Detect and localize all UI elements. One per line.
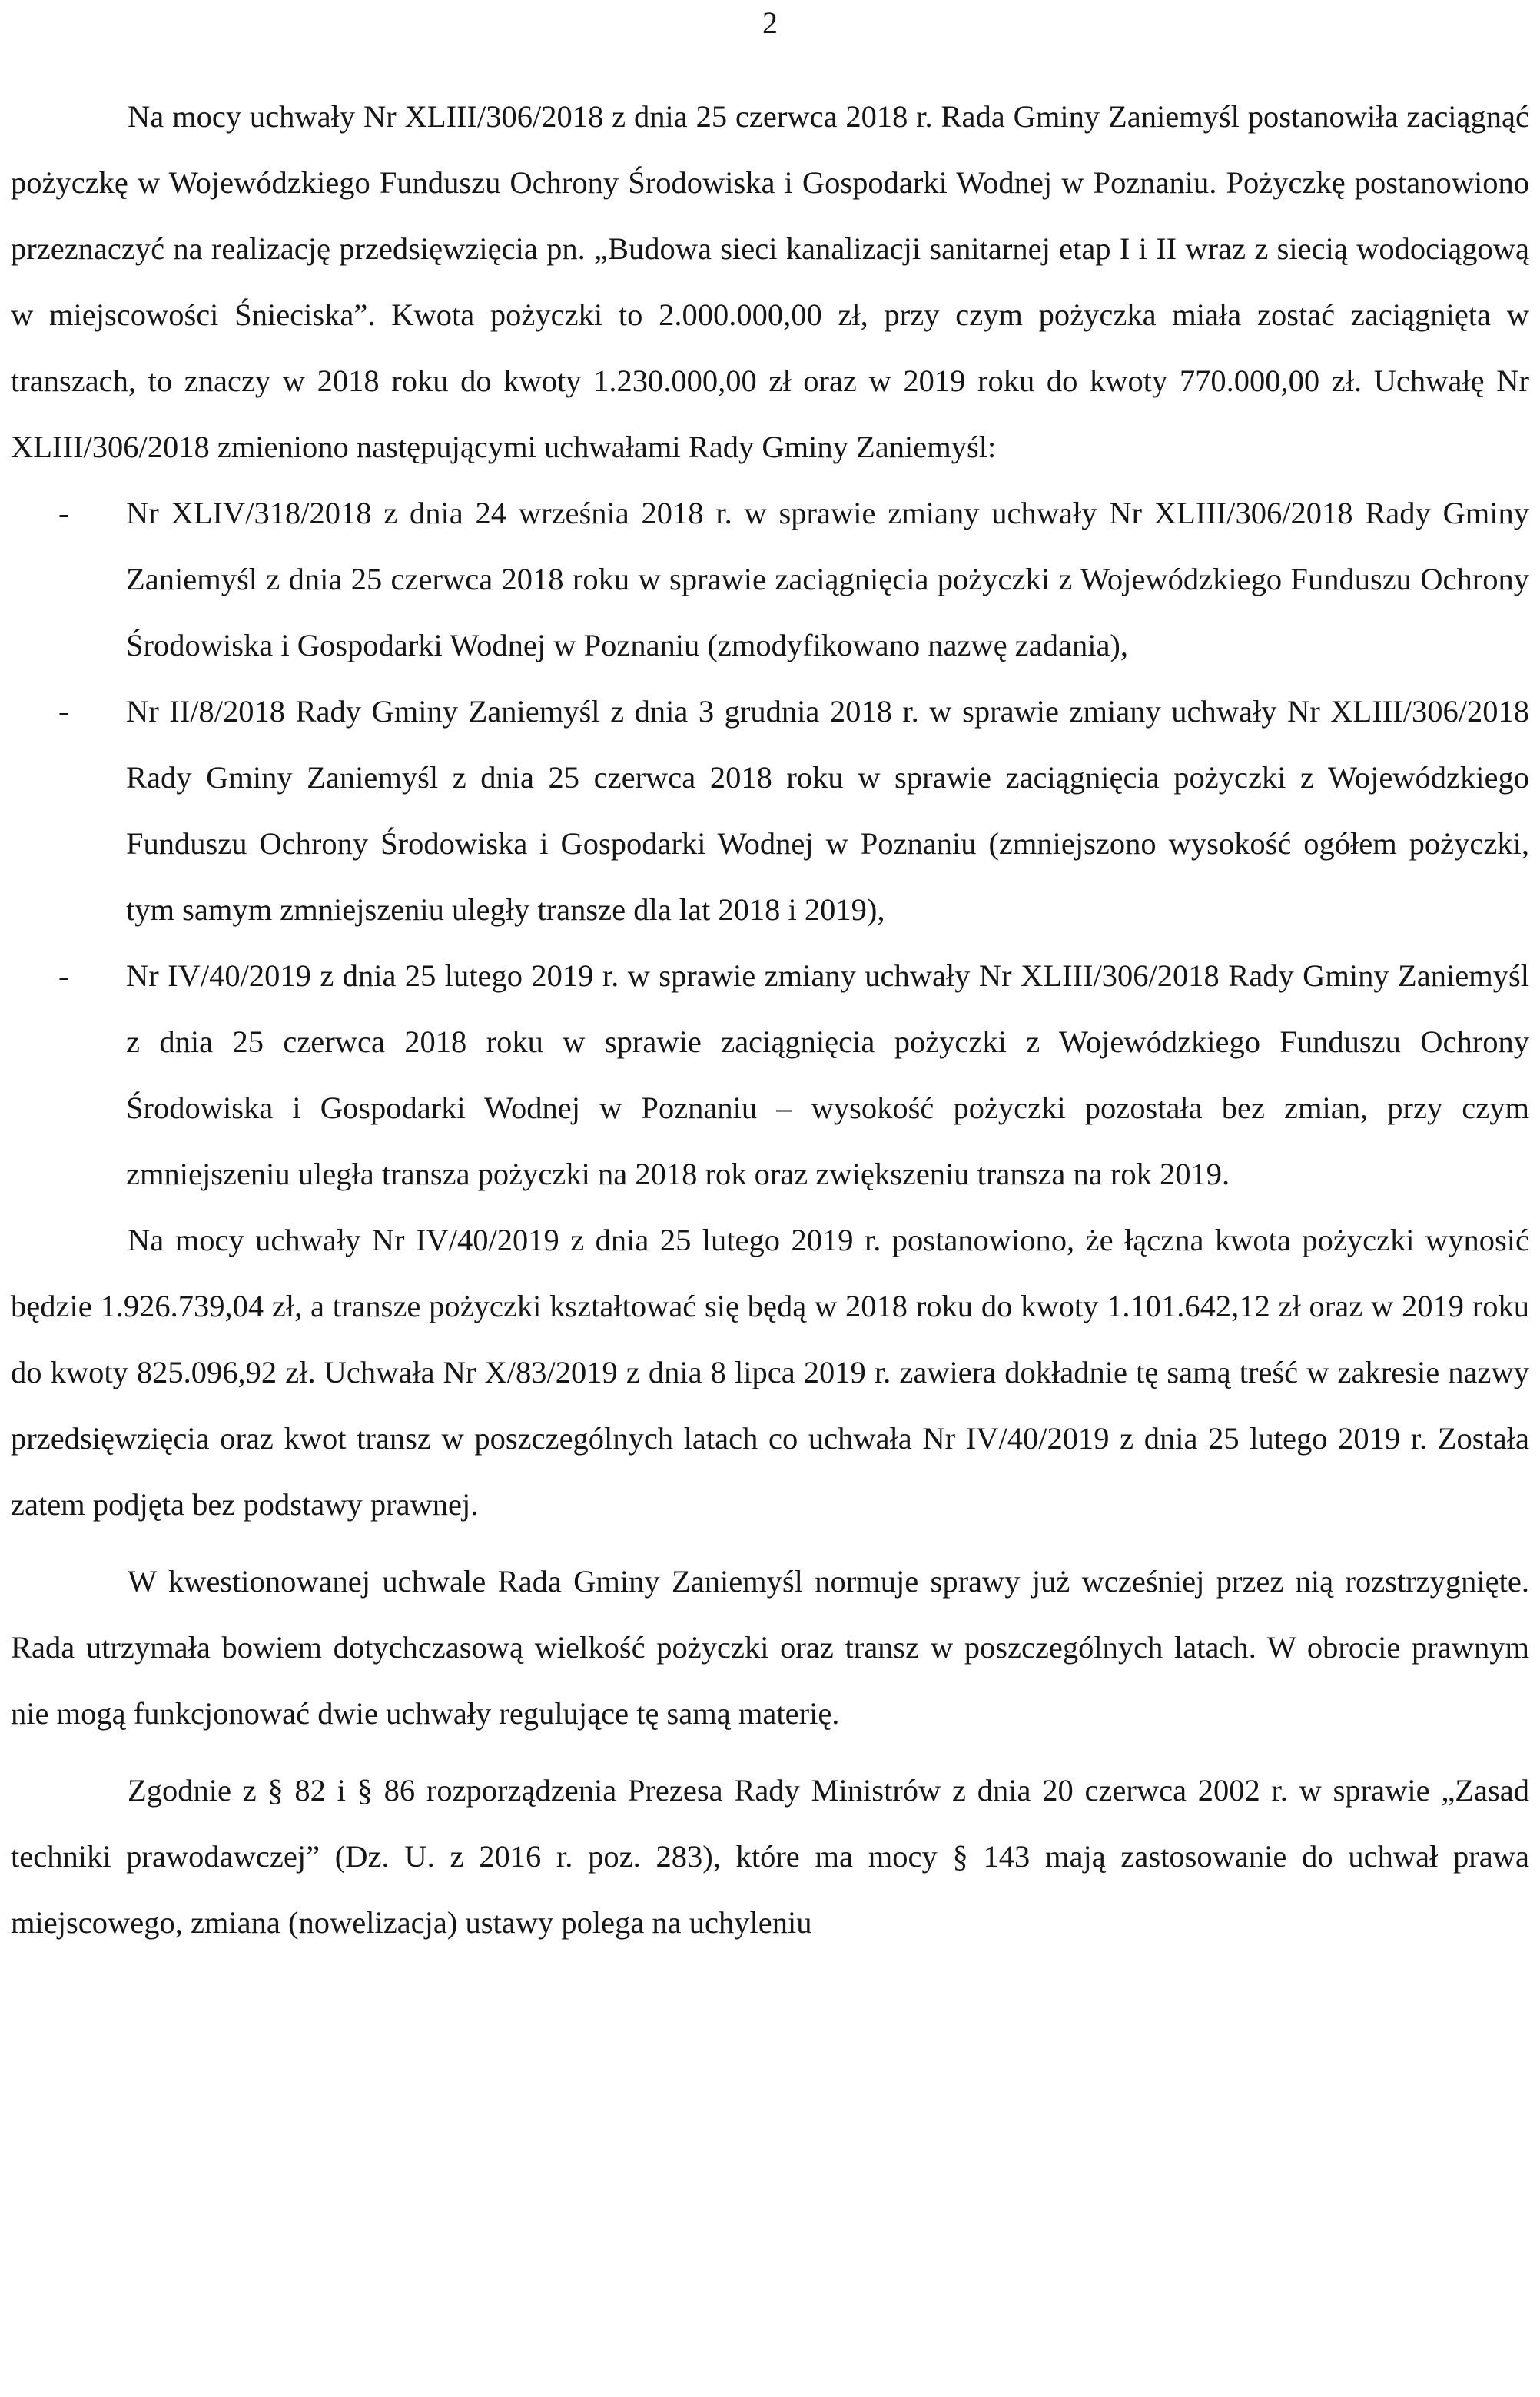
list-item-text: Nr II/8/2018 Rady Gminy Zaniemyśl z dnia 3 grudnia 2018 r. w sprawie zmiany uchwały Nr XLIII/306/2018 Rady Gminy Zaniemyśl z dnia 25 czerwca 2018 roku w sprawie zaciągnięcia pożyczki z Wojewódzkiego Funduszu Ochrony Środowiska i Gospodarki Wodnej w Poznaniu (zmniejszono wysokość ogółem pożyczki, tym samym zmniejszeniu uległy transze dla lat 2018 i 2019), [126,694,1529,927]
list-item [11,480,1529,679]
list-item-text: Nr IV/40/2019 z dnia 25 lutego 2019 r. w sprawie zmiany uchwały Nr XLIII/306/2018 Rady Gminy Zaniemyśl z dnia 25 czerwca 2018 roku w sprawie zaciągnięcia pożyczki z Wojewódzkiego Funduszu Ochrony Środowiska i Gospodarki Wodnej w Poznaniu – wysokość pożyczki pozostała bez zmian, przy czym zmniejszeniu uległa transza pożyczki na 2018 rok oraz zwiększeniu transza na rok 2019. [126,958,1529,1191]
document-body [11,84,1529,1956]
paragraph-legislative-technique: Zgodnie z § 82 i § 86 rozporządzenia Prezesa Rady Ministrów z dnia 20 czerwca 2002 r. w sprawie „Zasad techniki prawodawczej” (Dz. U. z 2016 r. poz. 283), które ma mocy § 143 mają zastosowanie do uchwał prawa miejscowego, zmiana (nowelizacja) ustawy polega na uchyleniu [11,1773,1529,1940]
list-item [11,679,1529,943]
amending-resolutions-list [11,480,1529,1207]
paragraph-questioned-resolution: W kwestionowanej uchwale Rada Gminy Zaniemyśl normuje sprawy już wcześniej przez nią rozstrzygnięte. Rada utrzymała bowiem dotychczasową wielkość pożyczki oraz transz w poszczególnych latach. W obrocie prawnym nie mogą funkcjonować dwie uchwały regulujące tę samą materię. [11,1564,1529,1731]
list-item-text: Nr XLIV/318/2018 z dnia 24 września 2018 r. w sprawie zmiany uchwały Nr XLIII/306/2018 Rady Gminy Zaniemyśl z dnia 25 czerwca 2018 roku w sprawie zaciągnięcia pożyczki z Wojewódzkiego Funduszu Ochrony Środowiska i Gospodarki Wodnej w Poznaniu (zmodyfikowano nazwę zadania), [126,496,1529,662]
paragraph-intro: Na mocy uchwały Nr XLIII/306/2018 z dnia 25 czerwca 2018 r. Rada Gminy Zaniemyśl postanowiła zaciągnąć pożyczkę w Wojewódzkiego Funduszu Ochrony Środowiska i Gospodarki Wodnej w Poznaniu. Pożyczkę postanowiono przeznaczyć na realizację przedsięwzięcia pn. „Budowa sieci kanalizacji sanitarnej etap I i II wraz z siecią wodociągową w miejscowości Śnieciska”. Kwota pożyczki to 2.000.000,00 zł, przy czym pożyczka miała zostać zaciągnięta w transzach, to znaczy w 2018 roku do kwoty 1.230.000,00 zł oraz w 2019 roku do kwoty 770.000,00 zł. Uchwałę Nr XLIII/306/2018 zmieniono następującymi uchwałami Rady Gminy Zaniemyśl: [11,99,1529,464]
list-item [11,943,1529,1207]
bullet-dash: - [58,694,69,729]
bullet-dash: - [58,496,69,530]
page-number: 2 [762,5,778,40]
bullet-dash: - [58,958,69,993]
paragraph-loan-amount: Na mocy uchwały Nr IV/40/2019 z dnia 25 lutego 2019 r. postanowiono, że łączna kwota pożyczki wynosić będzie 1.926.739,04 zł, a transze pożyczki kształtować się będą w 2018 roku do kwoty 1.101.642,12 zł oraz w 2019 roku do kwoty 825.096,92 zł. Uchwała Nr X/83/2019 z dnia 8 lipca 2019 r. zawiera dokładnie tę samą treść w zakresie nazwy przedsięwzięcia oraz kwot transz w poszczególnych latach co uchwała Nr IV/40/2019 z dnia 25 lutego 2019 r. Została zatem podjęta bez podstawy prawnej. [11,1223,1529,1522]
